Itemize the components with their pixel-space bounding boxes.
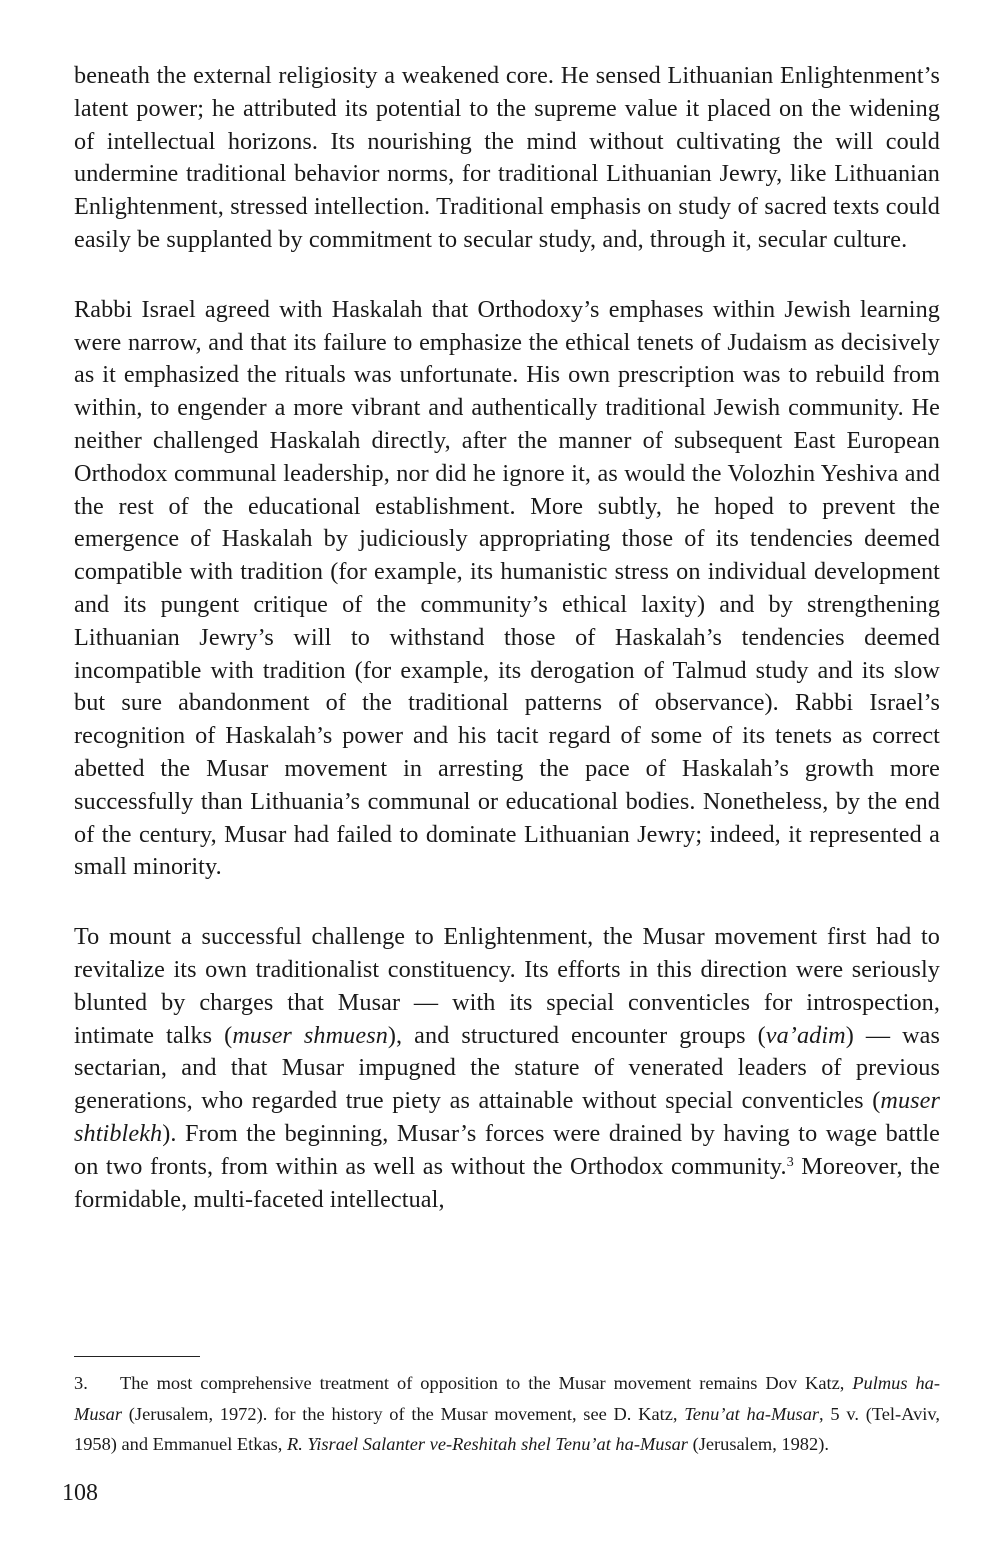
footnote-reference: 3 xyxy=(786,1154,794,1170)
footnote-divider xyxy=(74,1356,200,1357)
page-number: 108 xyxy=(62,1480,98,1506)
paragraph-3 xyxy=(74,921,940,1216)
footnote-3 xyxy=(74,1368,940,1460)
paragraph-3-text: ) — was sectarian, and that Musar impugned the stature of venerated leaders of previous generations, who regarded true piety as attainable without special conventicles ( xyxy=(74,1021,940,1115)
term-muser-shmuesn: muser shmuesn xyxy=(232,1021,388,1049)
footnote-text: (Jerusalem, 1982). xyxy=(687,1434,829,1454)
footnote-title-yisrael-salanter: R. Yisrael Salanter ve-Reshitah shel Tenu’at ha-Musar xyxy=(286,1434,688,1454)
footnote-number: 3. xyxy=(74,1373,88,1393)
body-text xyxy=(74,60,940,1216)
footnote-text: The most comprehensive treatment of opposition to the Musar movement remains Dov Katz, xyxy=(120,1373,853,1393)
term-muser-shtiblekh: muser shtiblekh xyxy=(74,1087,940,1147)
footnote-title-tenuat-ha-musar: Tenu’at ha-Musar xyxy=(684,1403,820,1424)
footnote-title-pulmus-ha-musar: Pulmus ha-Musar xyxy=(74,1373,940,1424)
footnotes xyxy=(74,1368,940,1460)
paragraph-3-text: ). From the beginning, Musar’s forces were drained by having to wage battle on two fronts, from within as well as without the Orthodox community. xyxy=(74,1119,940,1180)
footnote-text: , 5 v. (Tel-Aviv, 1958) and Emmanuel Etkas, xyxy=(74,1403,940,1454)
paragraph-2-text: Rabbi Israel agreed with Haskalah that Orthodoxy’s emphases within Jewish learning were narrow, and that its failure to emphasize the ethical tenets of Judaism as decisively as it emphasized the rituals was unfortunate. His own prescription was to rebuild from within, to engender a more vibrant and authentically traditional Jewish community. He neither challenged Haskalah directly, after the manner of subsequent East European Orthodox communal leadership, nor did he ignore it, as would the Volozhin Yeshiva and the rest of the educational establishment. More subtly, he hoped to prevent the emergence of Haskalah by judiciously appropriating those of its tendencies deemed compatible with tradition (for example, its humanistic stress on individual development and its pungent critique of the community’s ethical laxity) and by strengthening Lithuanian Jewry’s will to withstand those of Haskalah’s tendencies deemed incompatible with tradition (for example, its derogation of Talmud study and its slow but sure abandonment of the traditional patterns of observance). Rabbi Israel’s recognition of Haskalah’s power and his tacit regard of some of its tenets as correct abetted the Musar movement in arresting the pace of Haskalah’s growth more successfully than Lithuania’s communal or educational bodies. Nonetheless, by the end of the century, Musar had failed to dominate Lithuanian Jewry; indeed, it represented a small minority. xyxy=(74,295,940,881)
paragraph-3-text: Moreover, the formidable, multi-faceted intellectual, xyxy=(74,1152,940,1213)
paragraph-1-text: beneath the external religiosity a weakened core. He sensed Lithuanian Enlightenment’s latent power; he attributed its potential to the supreme value it placed on the widening of intellectual horizons. Its nourishing the mind without cultivating the will could undermine traditional behavior norms, for traditional Lithuanian Jewry, like Lithuanian Enlightenment, stressed intellection. Traditional emphasis on study of sacred texts could easily be supplanted by commitment to secular study, and, through it, secular culture. xyxy=(74,62,940,253)
paragraph-2 xyxy=(74,294,940,884)
paragraph-1 xyxy=(74,60,940,257)
term-vaadim: va’adim xyxy=(765,1021,846,1049)
footnote-text: (Jerusalem, 1972). for the history of the Musar movement, see D. Katz, xyxy=(122,1403,685,1424)
paragraph-3-text: To mount a successful challenge to Enlightenment, the Musar movement first had to revitalize its own traditionalist constituency. Its efforts in this direction were seriously blunted by charges that Musar — with its special conventicles for introspection, intimate talks ( xyxy=(74,923,940,1049)
paragraph-3-text: ), and structured encounter groups ( xyxy=(387,1021,766,1049)
